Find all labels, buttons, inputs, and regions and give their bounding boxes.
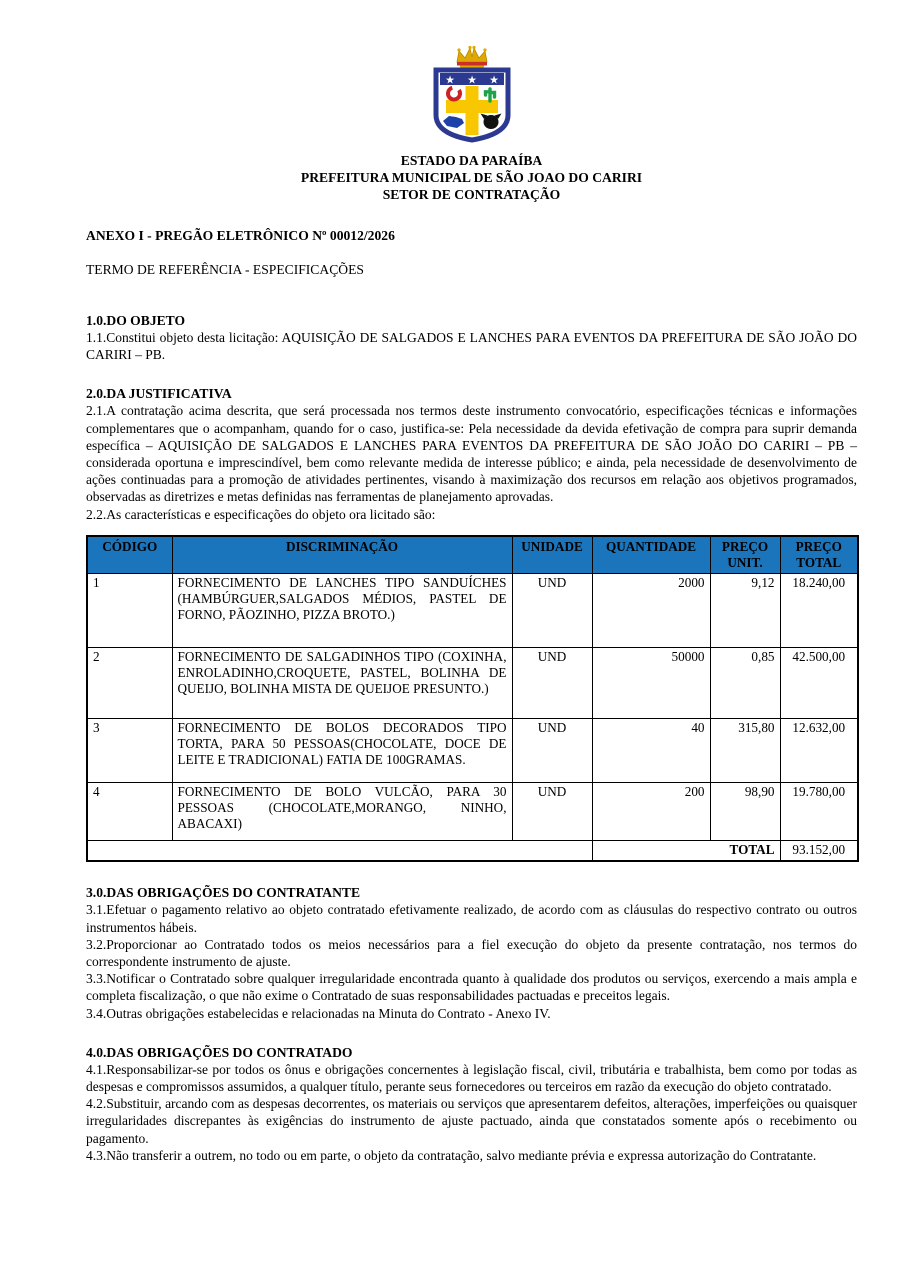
org-name-municipality: PREFEITURA MUNICIPAL DE SÃO JOAO DO CARIRI — [300, 170, 643, 185]
cell-unidade: UND — [512, 573, 592, 647]
cell-discriminacao: FORNECIMENTO DE LANCHES TIPO SANDUÍCHES (HAMBÚRGUER,SALGADOS MÉDIOS, PASTEL DE FORNO, PÃOZINHO, PIZZA BROTO.) — [172, 573, 512, 647]
cell-preco-total: 12.632,00 — [780, 718, 858, 782]
cell-quantidade: 200 — [592, 782, 710, 840]
cell-discriminacao: FORNECIMENTO DE BOLO VULCÃO, PARA 30 PESSOAS (CHOCOLATE,MORANGO, NINHO, ABACAXI) — [172, 782, 512, 840]
org-department: SETOR DE CONTRATAÇÃO — [382, 187, 561, 202]
cell-unidade: UND — [512, 718, 592, 782]
total-row-spacer — [87, 840, 592, 861]
col-header-quantidade: QUANTIDADE — [592, 536, 710, 574]
doc-subtitle: TERMO DE REFERÊNCIA - ESPECIFICAÇÕES — [86, 262, 364, 277]
cell-preco-total: 19.780,00 — [780, 782, 858, 840]
section-heading-obrigacoes-contratante: 3.0.DAS OBRIGAÇÕES DO CONTRATANTE — [86, 885, 361, 901]
section-heading-justificativa: 2.0.DA JUSTIFICATIVA — [86, 386, 232, 402]
cell-discriminacao: FORNECIMENTO DE SALGADINHOS TIPO (COXINHA, ENROLADINHO,CROQUETE, PASTEL, BOLINHA DE QUEIJO, BOLINHA MISTA DE QUEIJOE PRESUNTO.) — [172, 647, 512, 718]
cell-preco-unit: 315,80 — [710, 718, 780, 782]
paragraph-3-4: 3.4.Outras obrigações estabelecidas e relacionadas na Minuta do Contrato - Anexo IV. — [86, 1005, 551, 1021]
cell-unidade: UND — [512, 647, 592, 718]
table-row — [87, 573, 858, 647]
paragraph-4-1: 4.1.Responsabilizar-se por todos os ônus e obrigações concernentes à legislação fiscal, civil, tributária e trabalhista, bem como por todas as despesas e compromissos assumidos, a qualquer título, perante seus fornecedores ou terceiros em razão da execução do objeto contratado. — [86, 1061, 857, 1094]
col-header-preco-total: PREÇO TOTAL — [780, 536, 858, 574]
col-header-unidade: UNIDADE — [512, 536, 592, 574]
document-content — [86, 45, 857, 1164]
col-header-discriminacao: DISCRIMINAÇÃO — [172, 536, 512, 574]
cell-preco-unit: 0,85 — [710, 647, 780, 718]
paragraph-2-1: 2.1.A contratação acima descrita, que será processada nos termos deste instrumento convocatório, especificações técnicas e informações complementares que o acompanham, quando for o caso, justifica-se: Pela necessidade da devida efetivação de compra para suprir demanda específica – AQUISIÇÃO DE SALGADOS E LANCHES PARA EVENTOS DA PREFEITURA DE SÃO JOÃO DO CARIRI – PB – considerada oportuna e imprescindível, bem como relevante medida de interesse público; e ainda, pela necessidade de desenvolvimento de ações continuadas para a promoção de atividades pertinentes, visando à maximização dos recursos em relação aos objetivos programados, observadas as diretrizes e metas definidas nas ferramentas de planejamento aprovadas. — [86, 403, 857, 505]
paragraph-3-1: 3.1.Efetuar o pagamento relativo ao objeto contratado efetivamente realizado, de acordo com as cláusulas do respectivo contrato ou outros instrumentos hábeis. — [86, 902, 857, 935]
org-name-state: ESTADO DA PARAÍBA — [400, 153, 543, 168]
cell-preco-unit: 98,90 — [710, 782, 780, 840]
cell-codigo: 1 — [87, 573, 172, 647]
col-header-preco-unit: PREÇO UNIT. — [710, 536, 780, 574]
star-icon: ★ — [466, 74, 477, 87]
section-heading-obrigacoes-contratado: 4.0.DAS OBRIGAÇÕES DO CONTRATADO — [86, 1044, 353, 1060]
total-value: 93.152,00 — [780, 840, 858, 861]
paragraph-4-2: 4.2.Substituir, arcando com as despesas decorrentes, os materiais ou serviços que apresentarem defeitos, alterações, imperfeições ou quaisquer irregularidades discrepantes às exigências do instrumento de ajuste pactuado, ainda que constatados somente após o recebimento ou pagamento. — [86, 1096, 857, 1146]
crown-icon — [457, 46, 487, 68]
cell-preco-total: 42.500,00 — [780, 647, 858, 718]
table-row — [87, 647, 858, 718]
section-heading-objeto: 1.0.DO OBJETO — [86, 313, 186, 328]
paragraph-4-3: 4.3.Não transferir a outrem, no todo ou em parte, o objeto da contratação, salvo mediante prévia e expressa autorização do Contratante. — [86, 1147, 817, 1163]
total-label: TOTAL — [592, 840, 780, 861]
cell-codigo: 3 — [87, 718, 172, 782]
paragraph-3-3: 3.3.Notificar o Contratado sobre qualquer irregularidade encontrada quanto à qualidade dos produtos ou serviços, exercendo a mais ampla e completa fiscalização, o que não exime o Contratado de suas responsabilidades pactuadas e preceitos legais. — [86, 971, 857, 1004]
cell-preco-total: 18.240,00 — [780, 573, 858, 647]
star-icon: ★ — [488, 74, 499, 87]
cell-unidade: UND — [512, 782, 592, 840]
coat-of-arms-icon — [429, 45, 515, 149]
doc-title: ANEXO I - PREGÃO ELETRÔNICO Nº 00012/2026 — [86, 228, 395, 243]
paragraph-3-2: 3.2.Proporcionar ao Contratado todos os meios necessários para a fiel execução do objeto da presente contratação, nos termos do correspondente instrumento de ajuste. — [86, 936, 857, 969]
paragraph-1-1: 1.1.Constitui objeto desta licitação: AQUISIÇÃO DE SALGADOS E LANCHES PARA EVENTOS DA PREFEITURA DE SÃO JOÃO DO CARIRI – PB. — [86, 330, 857, 363]
cell-quantidade: 40 — [592, 718, 710, 782]
col-header-codigo: CÓDIGO — [87, 536, 172, 574]
table-row — [87, 782, 858, 840]
cell-codigo: 4 — [87, 782, 172, 840]
star-icon: ★ — [444, 74, 455, 87]
table-row — [87, 718, 858, 782]
cell-preco-unit: 9,12 — [710, 573, 780, 647]
cell-quantidade: 2000 — [592, 573, 710, 647]
cell-quantidade: 50000 — [592, 647, 710, 718]
paragraph-2-2: 2.2.As características e especificações do objeto ora licitado são: — [86, 506, 436, 522]
table-header-row — [87, 536, 858, 574]
cell-discriminacao: FORNECIMENTO DE BOLOS DECORADOS TIPO TORTA, PARA 50 PESSOAS(CHOCOLATE, DOCE DE LEITE E TRADICIONAL) FATIA DE 100GRAMAS. — [172, 718, 512, 782]
items-table — [86, 535, 859, 863]
cell-codigo: 2 — [87, 647, 172, 718]
total-row — [87, 840, 858, 861]
